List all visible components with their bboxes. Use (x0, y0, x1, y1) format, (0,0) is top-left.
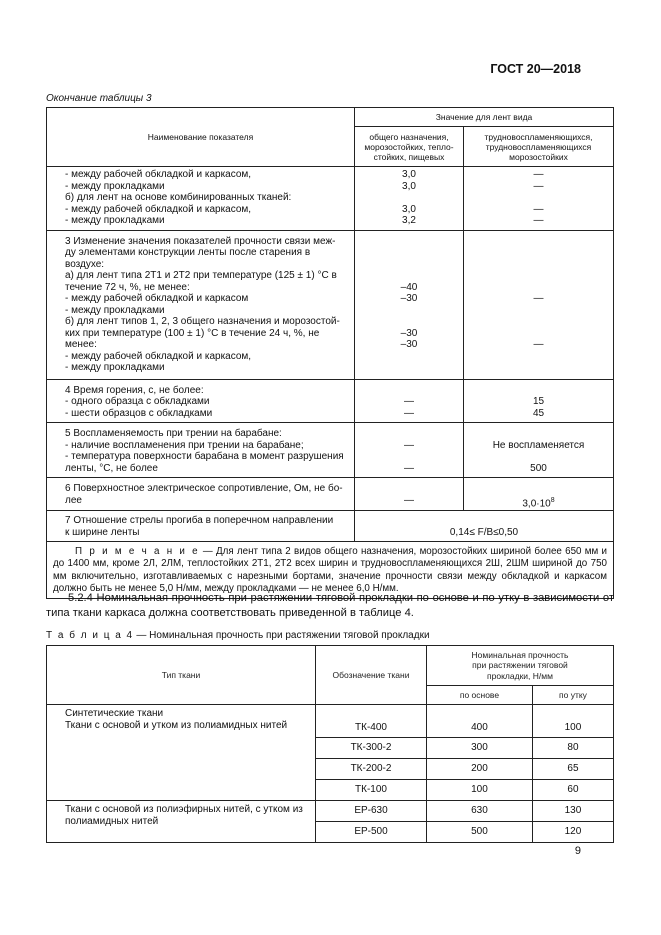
col-header-name: Наименование показателя (47, 108, 355, 167)
paragraph-5-2-4: 5.2.4 Номинальная прочность при растяжении тяговой прокладки по основе и по утку в зависимости от типа ткани каркаса должна соответствовать приведенной в таблице 4. (46, 592, 614, 619)
table-row: 7 Отношение стрелы прогиба в поперечном направлении к ширине ленты 0,14≤ F/B≤0,50 (47, 511, 614, 542)
table3-caption: Окончание таблицы 3 (46, 93, 152, 104)
table3-note: П р и м е ч а н и е — Для лент типа 2 видов общего назначения, морозостойких шириной более 650 мм и до 1400 мм, кроме 2Л, 2ЛМ, теплостойких 2Т1, 2Т2 всех ширин и трудновоспламеняющихся 2Ш, 2ШМ шириной до 750 мм включительно, изготавливаемых с нарезными бортами, значение прочности связи между обкладкой и каркасом должно быть не менее 5,0 Н/мм, между прокладками — не менее 6,0 Н/мм. (47, 542, 614, 599)
table-row: ТК-100 100 60 (47, 780, 614, 801)
col-header-weft: по утку (532, 685, 613, 704)
col-header-warp: по основе (427, 685, 533, 704)
table-row: 3 Изменение значения показателей прочности связи меж- ду элементами конструкции ленты после старения в воздухе: а) для лент типа 2Т1 и 2Т2 при температуре (125 ± 1) °С в течение 72 ч, %, не менее: - между рабочей обкладкой и каркасом - между прокладками б) для лент типов 1, 2, 3 общего назначения и морозостой- ких при температуре (100 ± 1) °С в течение 24 ч, %, не менее: - между рабочей обкладкой и каркасом, - между прокладками –40 –30 –30 –30 — — (47, 230, 614, 379)
table-row: ТК-200-2 200 65 (47, 759, 614, 780)
table-row: 4 Время горения, с, не более: - одного образца с обкладками - шести образцов с обкладками — — 15 45 (47, 379, 614, 423)
fabric-group-synthetic: Синтетические ткани Ткани с основой и утком из полиамидных нитей (47, 705, 316, 801)
group-header: Значение для лент вида (355, 108, 614, 127)
table-row: 6 Поверхностное электрическое сопротивление, Ом, не бо- лее — $3,0\cdot 10^8$ (47, 478, 614, 511)
table-row: Ткани с основой из полиэфирных нитей, с утком из полиамидных нитей ЕР-630 630 130 (47, 801, 614, 822)
col-header-fabric-code: Обозначение ткани (316, 646, 427, 705)
table4-caption: Т а б л и ц а 4 — Номинальная прочность при растяжении тяговой прокладки (46, 630, 430, 641)
table-3 (46, 107, 614, 599)
fabric-group-polyester: Ткани с основой из полиэфирных нитей, с утком из полиамидных нитей (47, 801, 316, 843)
table-row: - между рабочей обкладкой и каркасом, - между прокладками б) для лент на основе комбинированных тканей: - между рабочей обкладкой и каркасом, - между прокладками 3,0 3,0 3,0 3,2 — — — — (47, 167, 614, 231)
page-number: 9 (574, 845, 581, 857)
col-header-strength: Номинальная прочность при растяжении тяговой прокладки, Н/мм (427, 646, 614, 686)
table-row: 5 Воспламеняемость при трении на барабане: - наличие воспламенения при трении на барабане; - температура поверхности барабана в момент разрушения ленты, °С, не более — — Не воспламеняется 500 (47, 423, 614, 478)
table-row: Синтетические ткани Ткани с основой и утком из полиамидных нитей ТК-400 400 100 (47, 705, 614, 738)
document-code: ГОСТ 20—2018 (490, 62, 581, 76)
ratio-value: 0,14≤ F/B≤0,50 (355, 511, 614, 542)
col-header-general: общего назначения, морозостойких, тепло- стойких, пищевых (355, 127, 464, 167)
col-header-fabric-type: Тип ткани (47, 646, 316, 705)
col-header-fire-resistant: трудновоспламеняющихся, трудновоспламеняющихся морозостойких (464, 127, 614, 167)
table-row: ЕР-500 500 120 (47, 822, 614, 843)
table-row: ТК-300-2 300 80 (47, 738, 614, 759)
table-4 (46, 645, 614, 843)
